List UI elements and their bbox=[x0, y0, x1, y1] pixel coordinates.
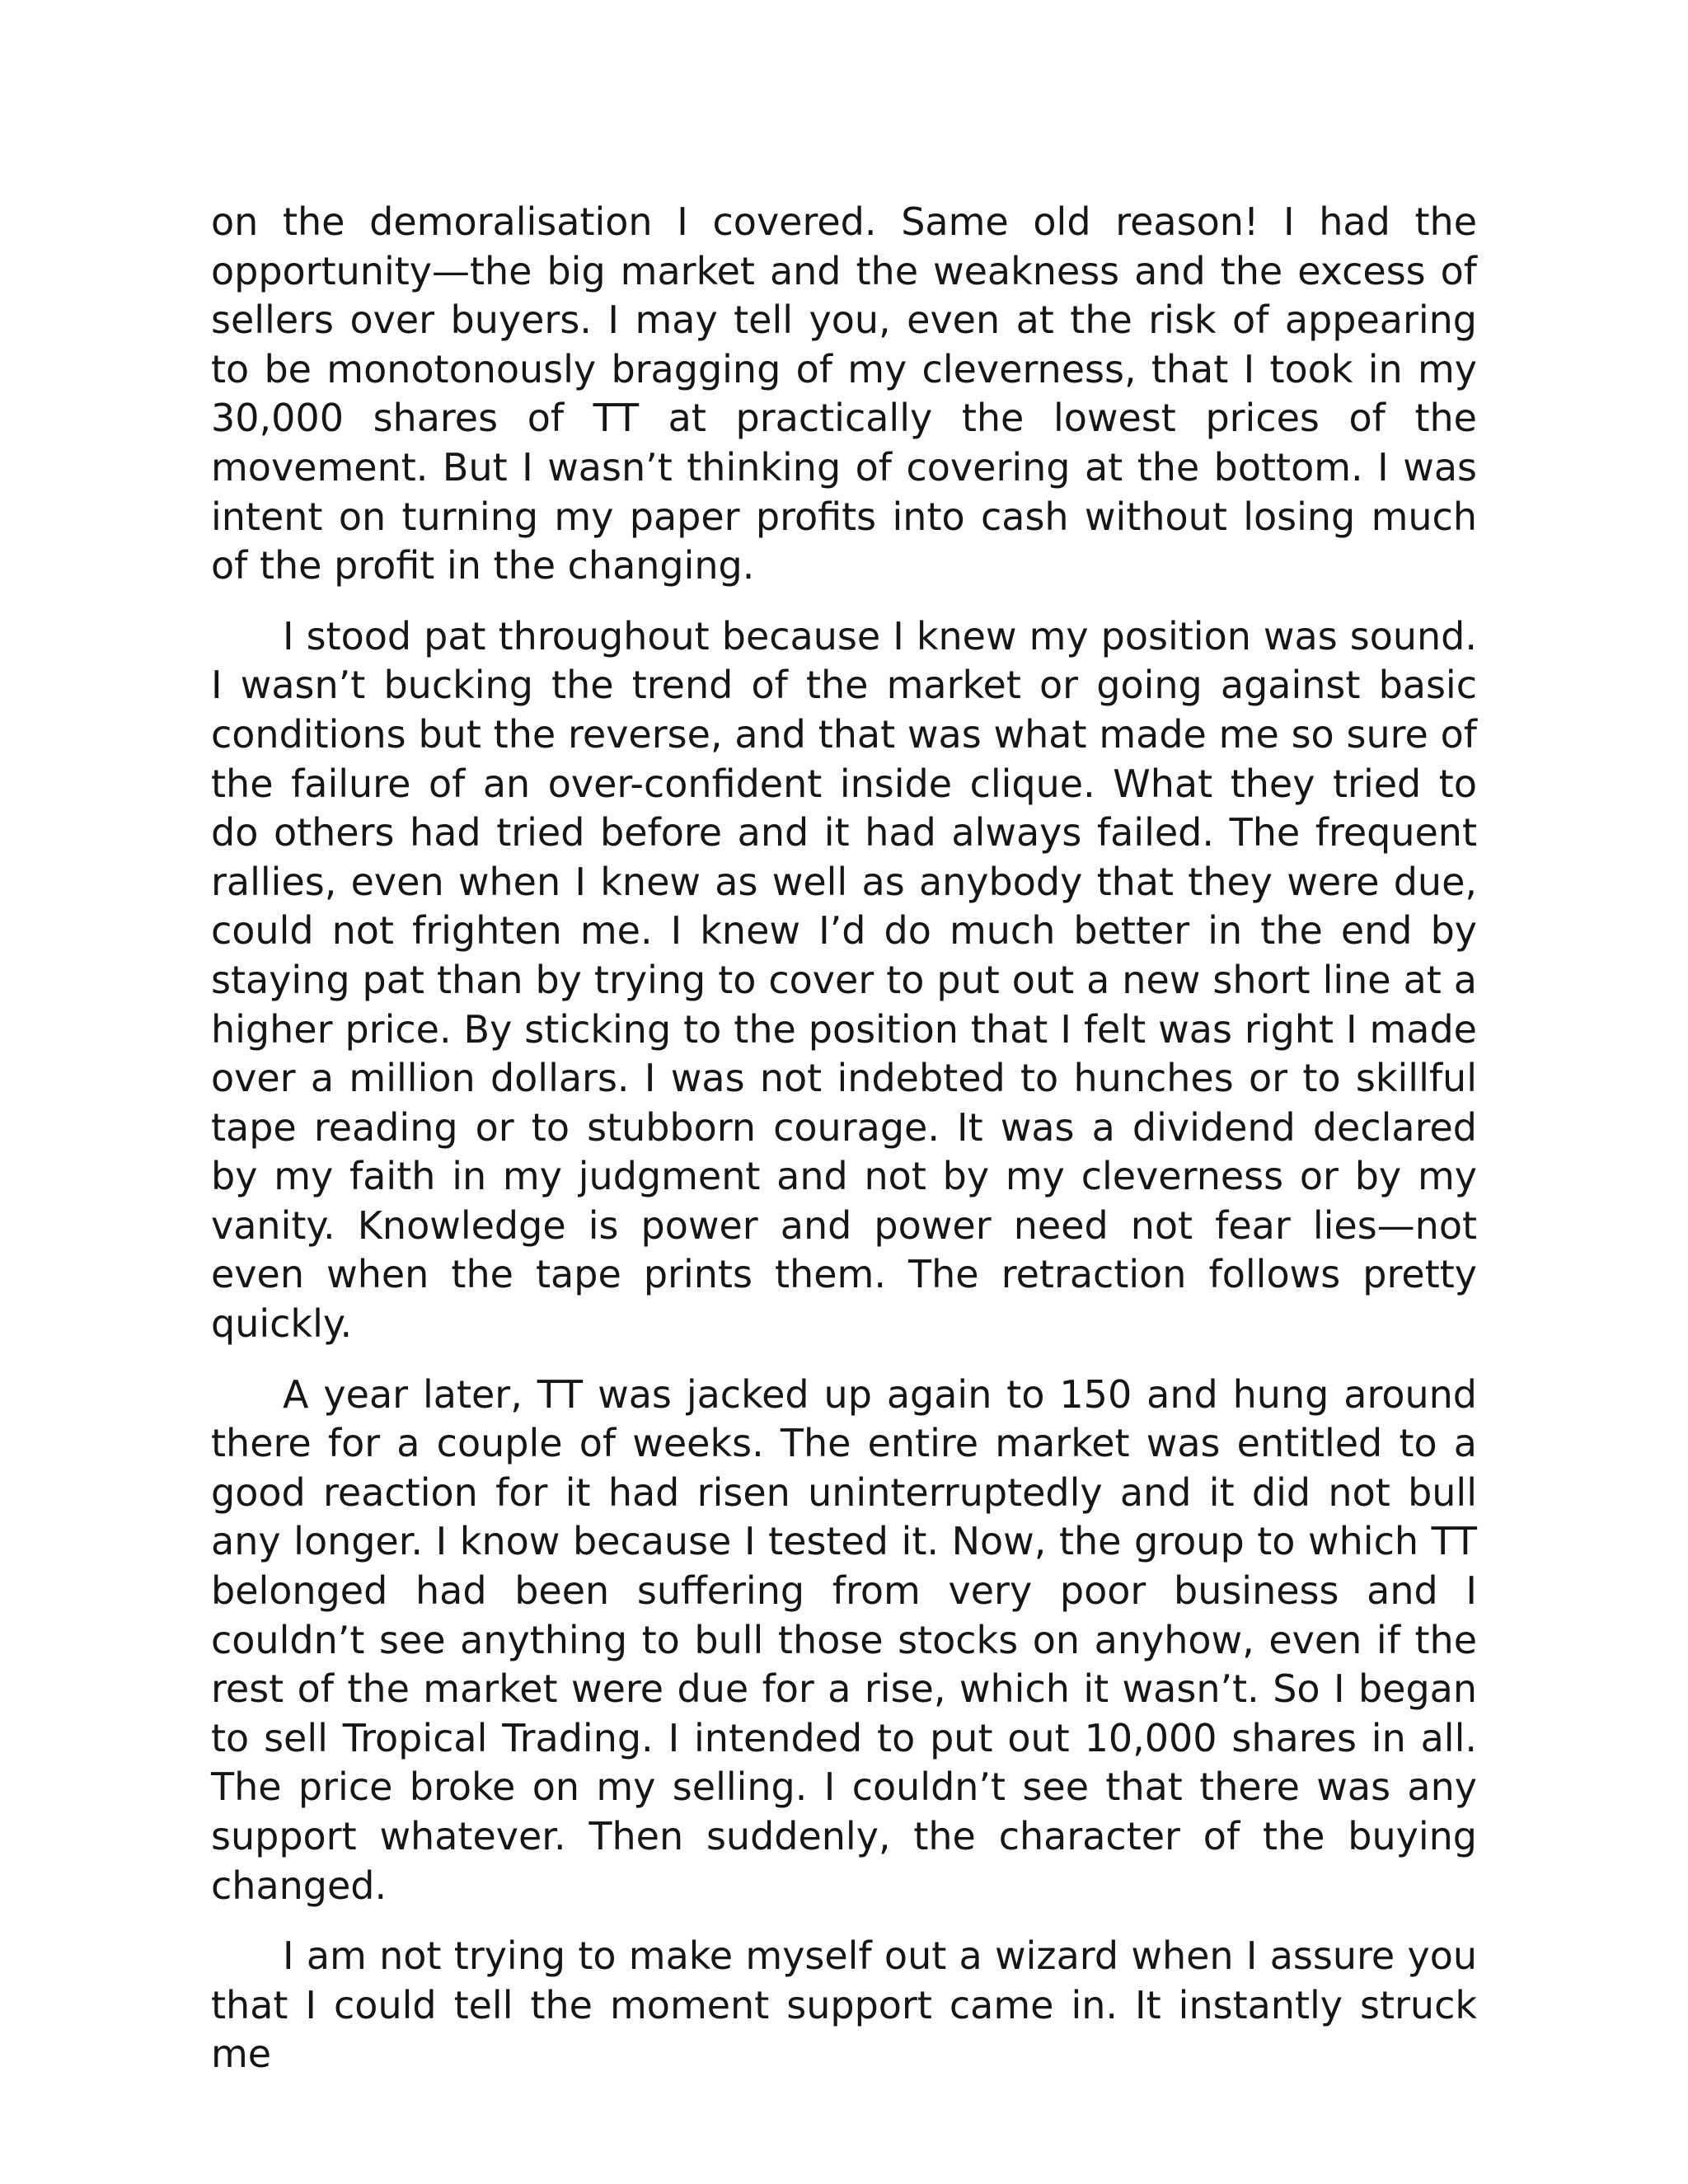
paragraph-continued: on the demoralisation I covered. Same old reason! I had the opportunity—the big market and the weakness and the excess of sellers over buyers. I may tell you, even at the risk of appearing to be monotonously bragging of my cleverness, that I took in my 30,000 shares of TT at practically the lowest prices of the movement. But I wasn’t thinking of covering at the bottom. I was intent on turning my paper profits into cash without losing much of the profit in the changing. bbox=[211, 199, 1477, 588]
paragraph-year-later: A year later, TT was jacked up again to 150 and hung around there for a couple of weeks. The entire market was entitled to a good reaction for it had risen uninterruptedly and it did not bull any longer. I know because I tested it. Now, the group to which TT belonged had been suffering from very poor business and I couldn’t see anything to bull those stocks on anyhow, even if the rest of the market were due for a rise, which it wasn’t. So I began to sell Tropical Trading. I intended to put out 10,000 shares in all. The price broke on my selling. I couldn’t see that there was any support whatever. Then suddenly, the character of the buying changed. bbox=[211, 1371, 1477, 1908]
paragraph-stood-pat: I stood pat throughout because I knew my position was sound. I wasn’t bucking the trend of the market or going against basic conditions but the reverse, and that was what made me so sure of the failure of an over-confident inside clique. What they tried to do others had tried before and it had always failed. The frequent rallies, even when I knew as well as anybody that they were due, could not frighten me. I knew I’d do much better in the end by staying pat than by trying to cover to put out a new short line at a higher price. By sticking to the position that I felt was right I made over a million dollars. I was not indebted to hunches or to skillful tape reading or to stubborn courage. It was a dividend declared by my faith in my judgment and not by my cleverness or by my vanity. Knowledge is power and power need not fear lies—not even when the tape prints them. The retraction follows pretty quickly. bbox=[211, 613, 1477, 1347]
paragraph-not-a-wizard: I am not trying to make myself out a wizard when I assure you that I could tell the moment support came in. It instantly struck me bbox=[211, 1933, 1477, 2077]
body-text bbox=[211, 198, 1477, 2079]
